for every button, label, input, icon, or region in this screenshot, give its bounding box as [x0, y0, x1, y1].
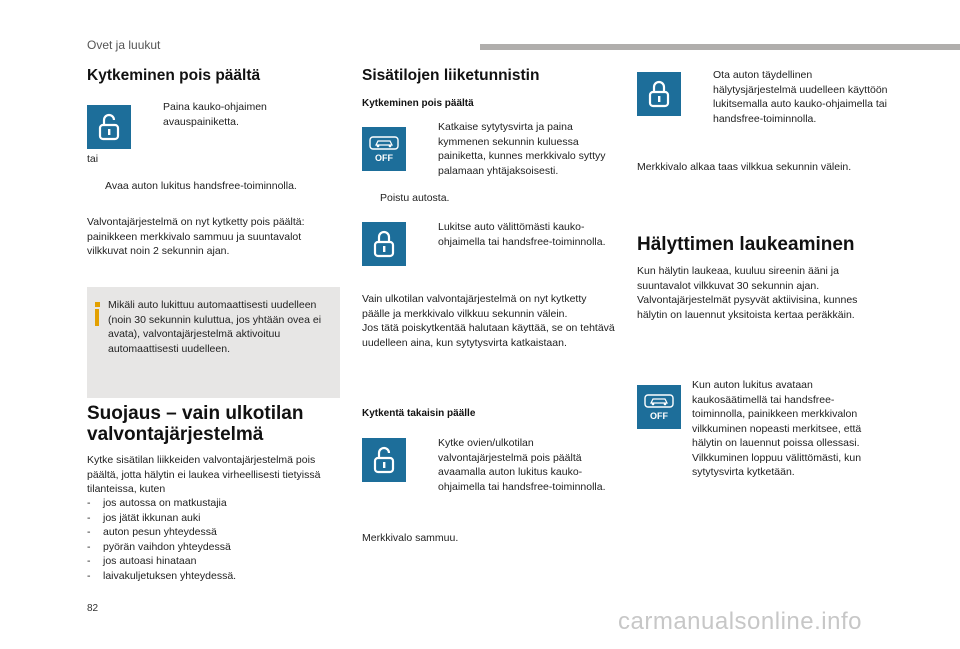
para-led-off: Merkkivalo sammuu.	[362, 532, 459, 544]
note-text: Mikäli auto lukittuu automaattisesti uudelleen (noin 30 sekunnin kuluttua, jos yhtään ovea ei avata), valvontajärjestelmä aktivoituu automaattisesti uudelleen.	[108, 299, 322, 355]
para-exterior-only: Kytke sisätilan liikkeiden valvontajärjestelmä pois päältä, jotta hälytin ei laukea virheellisesti tietyissä tilanteissa, kuten	[87, 454, 321, 495]
bullet-reactivate	[695, 68, 895, 126]
list-item: - laivakuljetuksen yhteydessä.	[87, 569, 337, 584]
bullet-disable-by-unlock	[420, 436, 615, 494]
page-number: 82	[87, 603, 99, 614]
bullet-text: Avaa auton lukitus handsfree-toiminnolla.	[105, 180, 297, 192]
header-bar	[480, 44, 960, 50]
heading-alarm-trigger: Hälyttimen laukeaminen	[637, 234, 855, 255]
text-or: tai	[87, 153, 99, 165]
unlock-icon	[87, 105, 131, 149]
page-header-title: Ovet ja luukut	[87, 38, 161, 52]
bullet-text: Lukitse auto välittömästi kauko-ohjaimella tai handsfree-toiminnolla.	[438, 221, 606, 248]
para-exterior-active: Vain ulkotilan valvontajärjestelmä on nyt kytketty päälle ja merkkivalo vilkkuu sekunnin välein.	[362, 293, 587, 320]
heading-exterior-only: Suojaus – vain ulkotilan valvontajärjestelmä	[87, 403, 304, 445]
bullet-text: Katkaise sytytysvirta ja paina kymmenen sekunnin kuluessa painiketta, kunnes merkkivalo syttyy palamaan yhtäjaksoisesti.	[438, 121, 606, 177]
alarm-off-icon	[362, 127, 406, 171]
heading-disable: Kytkeminen pois päältä	[87, 67, 261, 84]
bullet-ignition-off	[420, 120, 615, 178]
unlock-icon	[362, 438, 406, 482]
list-item: - jos jätät ikkunan auki	[87, 511, 337, 526]
para-system-off: Valvontajärjestelmä on nyt kytketty pois päältä: painikkeen merkkivalo sammuu ja suuntavalot vilkkuvat noin 2 sekunnin ajan.	[87, 216, 305, 257]
bullet-handsfree-unlock	[87, 179, 337, 194]
subheading-reenable: Kytkentä takaisin päälle	[362, 408, 476, 419]
para-alarm-trigger: Kun hälytin laukeaa, kuuluu sireenin ääni ja suuntavalot vilkkuvat 30 sekunnin ajan. Valvontajärjestelmät pysyvät aktiivisina, kunnes hälytin on lauennut yksitoista kertaa peräkkäin.	[637, 265, 858, 321]
list-item: - jos autossa on matkustajia	[87, 496, 337, 511]
bullet-lock-immediately	[420, 220, 615, 249]
info-icon	[94, 302, 100, 326]
off-label: OFF	[375, 153, 393, 163]
bullet-press-unlock	[145, 100, 335, 129]
list-item: - jos autoasi hinataan	[87, 554, 337, 569]
para-blinking-again: Merkkivalo alkaa taas vilkkua sekunnin välein.	[637, 161, 852, 173]
bullet-text: Paina kauko-ohjaimen avauspainiketta.	[163, 101, 267, 128]
bullet-text: Kytke ovien/ulkotilan valvontajärjestelmä pois päältä avaamalla auton lukitus kauko-ohjaimella tai handsfree-toiminnolla.	[438, 437, 606, 493]
bullet-text: Poistu autosta.	[380, 192, 450, 204]
list-item: - auton pesun yhteydessä	[87, 525, 337, 540]
lock-icon	[362, 222, 406, 266]
watermark: carmanualsonline.info	[618, 608, 862, 635]
lock-icon	[637, 72, 681, 116]
info-note	[87, 287, 340, 398]
bullet-leave-car	[362, 191, 612, 206]
off-label: OFF	[650, 411, 668, 421]
subheading-disable: Kytkeminen pois päältä	[362, 98, 474, 109]
para-repeat: Jos tätä poiskytkentää halutaan käyttää, se on tehtävä uudelleen aina, kun sytytysvirta katkaistaan.	[362, 322, 615, 349]
list-item: - pyörän vaihdon yhteydessä	[87, 540, 337, 555]
heading-motion-sensor: Sisätilojen liiketunnistin	[362, 67, 540, 84]
situation-list	[87, 496, 337, 583]
bullet-text: Ota auton täydellinen hälytysjärjestelmä uudelleen käyttöön lukitsemalla auto kauko-ohjaimella tai handsfree-toiminnolla.	[713, 69, 888, 125]
alarm-off-icon	[637, 385, 681, 429]
para-alarm-memory: Kun auton lukitus avataan kaukosäätimellä tai handsfree-toiminnolla, painikkeen merkkivalon vilkkuminen nopeasti merkitsee, että hälytin on lauennut poissa ollessasi. Vilkkuminen loppuu välittömästi, kun sytytysvirta kytketään.	[692, 379, 862, 478]
